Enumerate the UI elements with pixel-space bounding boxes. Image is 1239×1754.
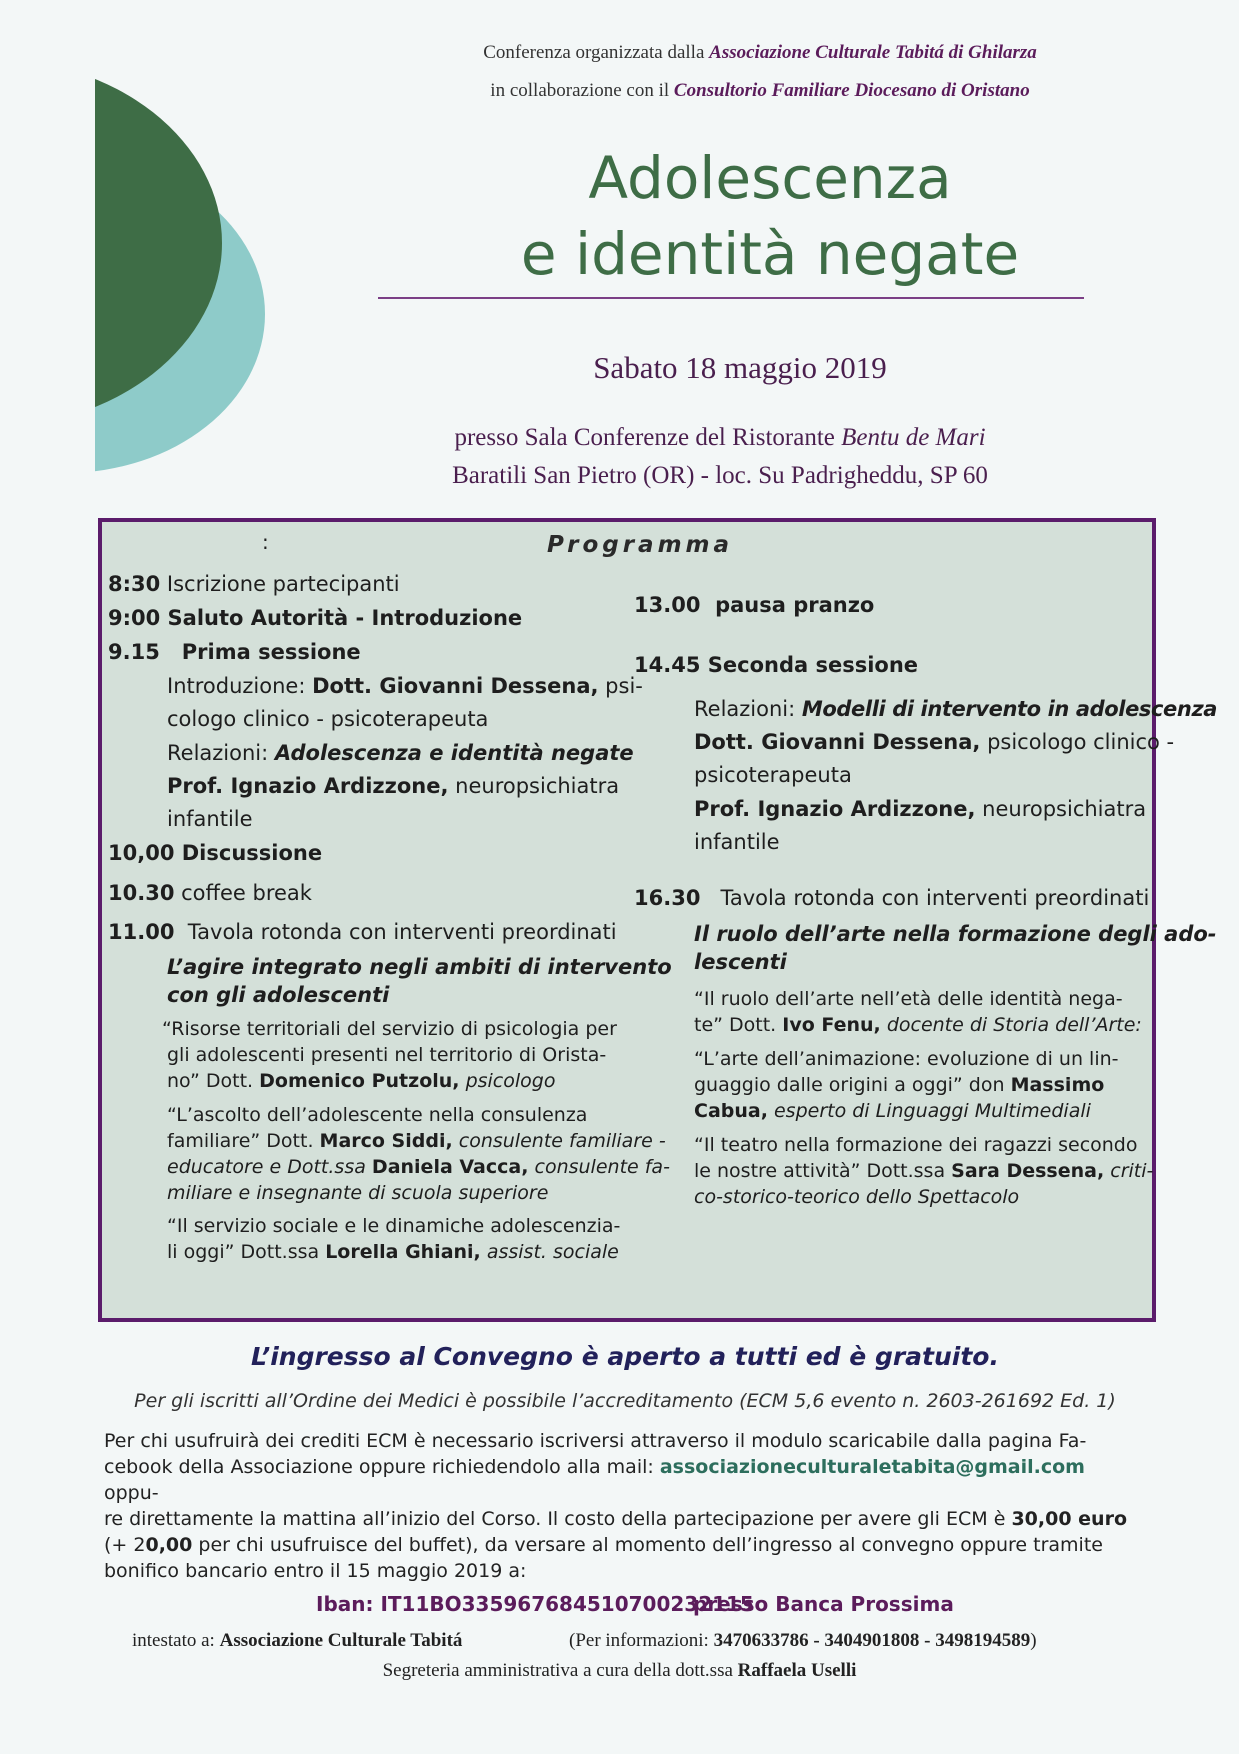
schedule-text: Saluto Autorità - Introduzione [167,606,523,630]
speaker-name: Sara Dessena, [951,1160,1105,1182]
talk-r2-line-1: “L’arte dell’animazione: evoluzione di un lin- [694,1048,1119,1070]
talk-r3-line-1: “Il teatro nella formazione dei ragazzi secondo [694,1134,1138,1156]
talk-r1-line-2 [694,1012,1142,1038]
venue-line-1 [400,424,1040,452]
schedule-item-915 [108,638,361,667]
speaker-role: psi- [605,674,643,698]
speaker-role: esperto di Linguaggi Multimediali [773,1100,1091,1122]
talk-text: li oggi” Dott.ssa [167,1241,320,1263]
organizer-prefix: Conferenza organizzata dalla [483,42,705,63]
intro-speaker-role: cologo clinico - psicoterapeuta [167,707,489,731]
round-table-title-1: L’agire integrato negli ambiti di intervento [167,955,672,979]
talk-2-line-1: “L’ascolto dell’adolescente nella consulenza [167,1104,588,1126]
speaker-name: Lorella Ghiani, [325,1241,481,1263]
talk-r2-line-2 [694,1072,1104,1098]
collaborator-name: Consultorio Familiare Diocesano di Oristano [673,80,1030,101]
schedule-item-1030 [108,879,312,908]
talk-text: te” Dott. [694,1014,777,1036]
speaker-role: psicologo clinico - [987,730,1175,754]
phone-numbers: 3470633786 - 3404901808 - 3498194589 [713,1630,1031,1651]
talk-r1-line-1: “Il ruolo dell’arte nell’età delle identità nega- [694,988,1123,1010]
organizer-name: Associazione Culturale Tabitá di Ghilarza [709,42,1037,63]
account-holder-line [132,1630,462,1652]
schedule-text: Iscrizione partecipanti [166,572,400,596]
dessena-speaker-line [694,728,1174,757]
speaker-role: criti- [1110,1160,1154,1182]
info-suffix: ) [1030,1630,1037,1651]
organizer-line [360,42,1160,64]
ecm-note: Per gli iscritti all’Ordine dei Medici è possibile l’accreditamento (ECM 5,6 evento n. 2603-261692 Ed. 1) [134,1390,1116,1412]
collaboration-prefix: in collaborazione con il [490,80,670,101]
paragraph-text: cebook della Associazione oppure richiedendolo alla mail: [104,1456,654,1478]
holder-prefix: intestato a: [132,1630,215,1651]
registration-paragraph [104,1428,1144,1584]
schedule-text: Tavola rotonda con interventi preordinati [720,886,1150,910]
paragraph-line-2 [104,1454,1144,1506]
account-holder: Associazione Culturale Tabitá [219,1630,463,1651]
bank-name: presso Banca Prossima [693,1592,954,1616]
talk-1-line-3 [167,1068,555,1094]
schedule-time: 10,00 [108,841,175,865]
email-link[interactable]: associazioneculturaletabita@gmail.com [659,1456,1085,1478]
buffet-amount: 0,00 [145,1534,193,1556]
schedule-time: 8:30 [108,572,161,596]
venue-line-2: Baratili San Pietro (OR) - loc. Su Padrigheddu, SP 60 [452,462,988,489]
talk-title: Modelli di intervento in adolescenza [801,697,1218,721]
schedule-item-830 [108,570,400,599]
schedule-item-900 [108,604,522,633]
schedule-time: 13.00 [634,593,701,617]
relazioni-line-right [694,695,1217,724]
speaker-role: neuropsichiatra [982,797,1147,821]
talk-text: guaggio dalle origini a oggi” don [694,1074,1005,1096]
prof-speaker-role: infantile [167,807,253,831]
relazioni-prefix: Relazioni: [167,741,269,765]
info-prefix: (Per informazioni: [569,1630,709,1651]
schedule-item-1000 [108,839,322,868]
ardizzone-speaker-line [694,795,1146,824]
free-entry-note: L’ingresso al Convegno è aperto a tutti ed è gratuito. [251,1342,999,1371]
schedule-item-1630 [634,884,1149,913]
speaker-role: docente di Storia dell’Arte: [886,1014,1142,1036]
schedule-text: pausa pranzo [715,593,875,617]
talk-text: no” Dott. [167,1070,254,1092]
talk-3-line-1: “Il servizio sociale e le dinamiche adolescenzia- [167,1215,621,1237]
speaker-name: Cabua, [694,1100,768,1122]
iban-code: Iban: IT11BO335967684510700232115 [316,1592,754,1616]
talk-text: educatore e Dott.ssa [167,1156,366,1178]
paragraph-text: per chi usufruisce del buffet), da versare al momento dell’ingresso al convegno oppure tramite [198,1534,1103,1556]
schedule-text: Prima sessione [181,640,361,664]
schedule-item-1445 [634,651,918,680]
fee-amount: 30,00 euro [1011,1508,1128,1530]
speaker-name: Massimo [1010,1074,1105,1096]
talk-text: familiare” Dott. [167,1130,314,1152]
schedule-text: coffee break [181,881,312,905]
schedule-text: Discussione [181,841,323,865]
speaker-role: consulente familiare - [458,1130,666,1152]
title-line-2: e identità negate [520,220,1020,288]
speaker-name: Prof. Ignazio Ardizzone, [167,774,449,798]
schedule-time: 11.00 [108,920,175,944]
program-colon: : [262,530,269,554]
paragraph-text: (+ 2 [104,1534,146,1556]
speaker-role: assist. sociale [486,1241,619,1263]
schedule-time: 9.15 [108,640,160,664]
round-table-right-title-1: Il ruolo dell’arte nella formazione degli ado- [694,922,1217,946]
speaker-name: Marco Siddi, [319,1130,453,1152]
secretary-prefix: Segreteria amministrativa a cura della dott.ssa [382,1660,733,1681]
relazioni-line [167,739,634,768]
talk-2-line-3 [167,1154,670,1180]
paragraph-text: re direttamente la mattina all’inizio del Corso. Il costo della partecipazione per avere gli ECM è [104,1508,1006,1530]
secretary-name: Raffaela Uselli [737,1660,857,1681]
intro-speaker-line [167,672,643,701]
talk-r2-line-3 [694,1098,1091,1124]
speaker-name: Dott. Giovanni Dessena, [694,730,981,754]
schedule-text: Seconda sessione [707,653,919,677]
paragraph-line-3 [104,1506,1144,1532]
talk-2-line-2 [167,1128,666,1154]
schedule-text: Tavola rotonda con interventi preordinati [187,920,617,944]
secretary-line [0,1660,1239,1682]
speaker-role: consulente fa- [534,1156,670,1178]
venue-name: Bentu de Mari [841,424,986,451]
intro-prefix: Introduzione: [167,674,306,698]
talk-title: Adolescenza e identità negate [274,741,634,765]
contact-info-line [569,1630,1037,1652]
talk-1-line-2: gli adolescenti presenti nel territorio di Orista- [167,1044,607,1066]
talk-r3-line-3: co-storico-teorico dello Spettacolo [694,1186,1020,1208]
ardizzone-speaker-role: infantile [694,830,780,854]
speaker-name: Prof. Ignazio Ardizzone, [694,797,976,821]
prof-speaker-line [167,772,619,801]
schedule-time: 14.45 [634,653,701,677]
speaker-name: Dott. Giovanni Dessena, [312,674,599,698]
relazioni-prefix: Relazioni: [694,697,796,721]
dessena-speaker-role: psicoterapeuta [694,763,852,787]
talk-3-line-2 [167,1239,619,1265]
left-margin [0,0,95,500]
collaboration-line [360,80,1160,102]
paragraph-text: oppu- [104,1482,159,1504]
talk-2-line-4: miliare e insegnante di scuola superiore [167,1182,549,1204]
schedule-time: 16.30 [634,886,701,910]
speaker-role: neuropsichiatra [455,774,620,798]
event-date: Sabato 18 maggio 2019 [593,350,887,385]
schedule-time: 10.30 [108,881,175,905]
round-table-right-title-2: lescenti [694,950,787,974]
talk-text: le nostre attività” Dott.ssa [694,1160,946,1182]
paragraph-line-5: bonifico bancario entro il 15 maggio 2019 a: [104,1560,527,1582]
speaker-name: Ivo Fenu, [782,1014,881,1036]
schedule-item-1300 [634,591,874,620]
speaker-role: psicologo [465,1070,556,1092]
speaker-name: Domenico Putzolu, [259,1070,460,1092]
title-divider [378,297,1084,299]
round-table-title-2: con gli adolescenti [167,983,390,1007]
talk-1-line-1: “Risorse territoriali del servizio di psicologia per [162,1018,617,1040]
schedule-time: 9:00 [108,606,161,630]
venue-prefix: presso Sala Conferenze del Ristorante [454,424,835,451]
talk-r3-line-2 [694,1158,1153,1184]
paragraph-line-1: Per chi usufruirà dei crediti ECM è necessario iscriversi attraverso il modulo scaricabile dalla pagina Fa- [104,1430,1087,1452]
schedule-item-1100 [108,918,617,947]
program-title: Programma [546,532,734,558]
title-line-1: Adolescenza [588,144,952,212]
paragraph-line-4 [104,1532,1144,1558]
speaker-name: Daniela Vacca, [371,1156,529,1178]
